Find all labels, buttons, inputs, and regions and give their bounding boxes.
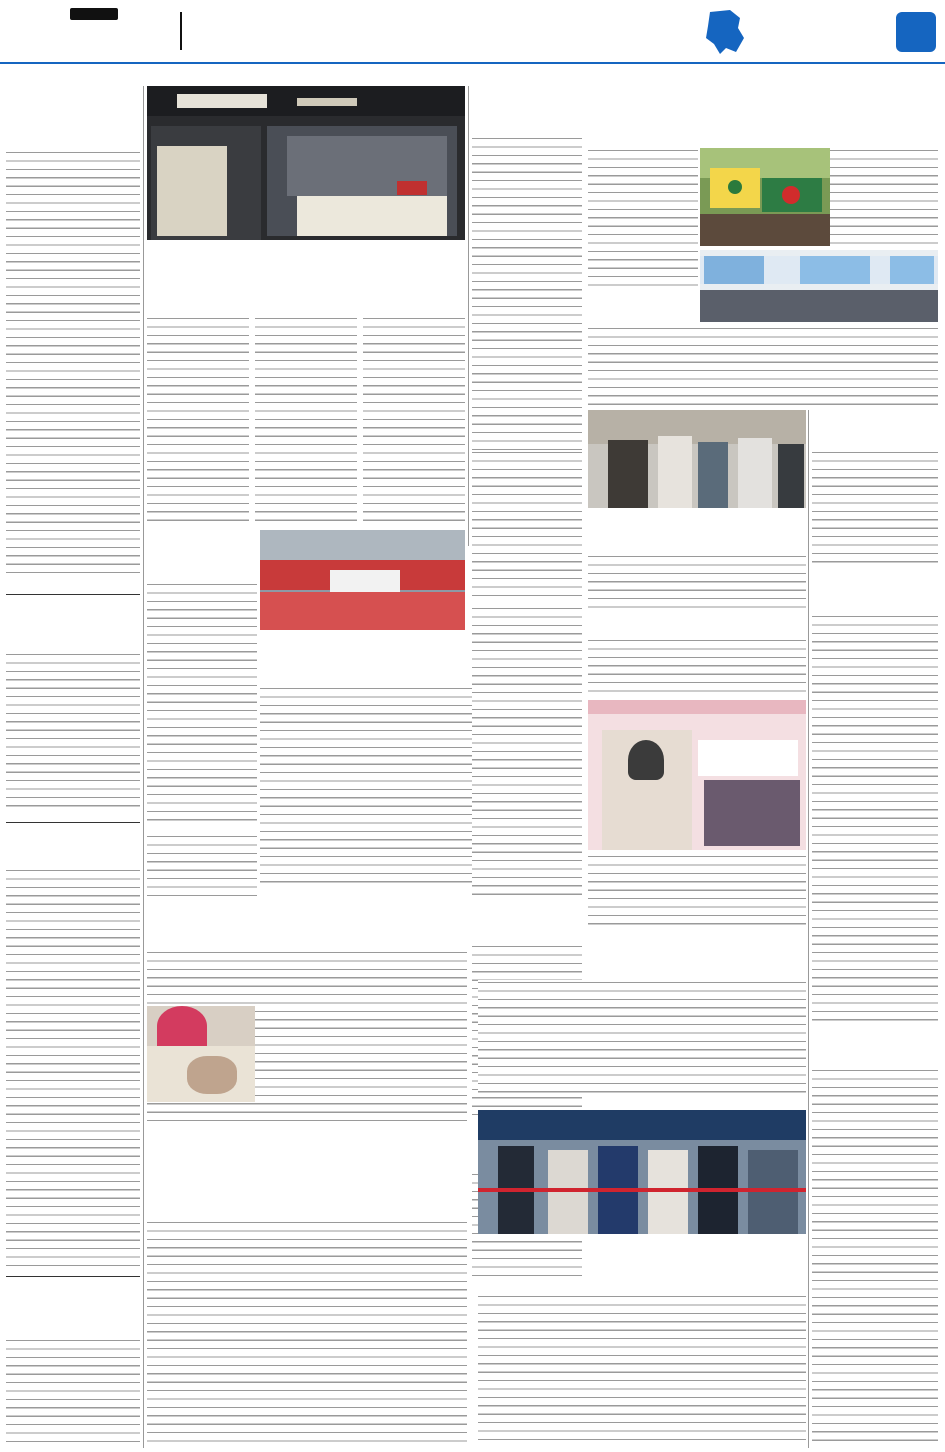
story-s6-headline — [472, 86, 582, 130]
story-s13-headline — [147, 530, 257, 578]
story-s21-body — [812, 1068, 938, 1444]
masthead-rule — [0, 62, 945, 64]
rule — [6, 594, 140, 595]
story-s23 — [588, 854, 806, 926]
story-s7-headline-block — [588, 86, 938, 144]
story-s12-headline — [588, 614, 806, 634]
story-s20-body — [478, 1294, 806, 1444]
story-s5-text-col-1 — [147, 316, 249, 528]
story-s7-text-col-1 — [588, 148, 698, 288]
story-s15-headline — [147, 900, 467, 944]
story-s10-headline — [472, 412, 582, 446]
story-s18-headline — [147, 1150, 467, 1214]
story-s5-headline — [147, 246, 465, 308]
column-divider — [468, 86, 469, 546]
story-s18 — [147, 1150, 467, 1446]
section-title — [740, 14, 890, 50]
story-s9-body — [812, 614, 938, 1022]
story-s2-headline — [6, 598, 140, 646]
page-number — [896, 18, 936, 46]
story-s4 — [6, 1280, 140, 1448]
photo-printing-press — [147, 86, 465, 240]
story-s22-body — [472, 606, 582, 896]
story-s7-headline — [588, 90, 938, 144]
story-s17 — [478, 930, 806, 1100]
photo-flag-crowd — [700, 148, 830, 246]
story-s20-headline — [478, 1238, 806, 1290]
story-s7-text-lines-2 — [588, 326, 938, 408]
story-s1-text-lines — [6, 150, 140, 580]
story-s24 — [147, 834, 257, 896]
photo-rail-station — [588, 410, 806, 508]
paper-name-logo — [8, 8, 173, 56]
story-s2-body — [6, 652, 140, 812]
story-s1 — [6, 88, 140, 588]
story-s5-headline-block — [147, 240, 465, 312]
story-s11-body — [588, 554, 806, 610]
story-s11-headline — [588, 514, 806, 550]
page-number-badge — [896, 12, 936, 52]
story-s12-body — [588, 638, 806, 692]
story-s24-body — [147, 834, 257, 896]
story-s21-headline — [812, 1028, 938, 1064]
photo-reception — [588, 700, 806, 850]
section-banner — [700, 8, 938, 56]
story-s10-body — [472, 450, 582, 600]
story-s17-headline — [478, 930, 806, 976]
story-s10 — [472, 412, 582, 602]
story-s4-body — [6, 1338, 140, 1446]
story-s12 — [588, 614, 806, 694]
story-s3-headline — [6, 826, 140, 862]
column-divider — [143, 86, 144, 1448]
masthead-divider — [180, 12, 182, 50]
story-s1-headline — [6, 88, 140, 144]
story-s9 — [812, 574, 938, 1024]
story-s22 — [472, 606, 582, 896]
photo-ribbon-cutting — [478, 1110, 806, 1234]
story-s23-body — [588, 854, 806, 926]
rule — [6, 822, 140, 823]
column-divider — [808, 410, 809, 1448]
story-s11 — [588, 554, 806, 610]
story-s5 — [147, 316, 465, 528]
story-s7-bottom — [588, 326, 938, 408]
photo-banner-crowd — [700, 250, 938, 322]
story-s18-body — [147, 1220, 467, 1442]
masthead-day — [192, 14, 272, 30]
story-s5-text-col-3 — [363, 316, 465, 528]
story-s8 — [812, 410, 938, 570]
story-s2 — [6, 598, 140, 818]
paper-name — [8, 22, 173, 54]
masthead-date — [192, 34, 452, 48]
story-s8-headline — [812, 410, 938, 446]
story-s17-body — [478, 980, 806, 1096]
photo-rally — [260, 530, 465, 630]
masthead — [0, 0, 945, 62]
story-s21 — [812, 1028, 938, 1446]
photo-hospital-child — [147, 1006, 255, 1102]
story-s11-headline-block — [588, 512, 806, 552]
rule — [6, 1276, 140, 1277]
story-s13 — [147, 530, 257, 830]
story-s4-headline — [6, 1280, 140, 1332]
story-s20 — [478, 1238, 806, 1446]
story-s13-body — [147, 582, 257, 822]
story-s8-body — [812, 450, 938, 568]
story-s3 — [6, 826, 140, 1276]
story-s9-headline — [812, 574, 938, 610]
story-s5-text-col-2 — [255, 316, 357, 528]
story-s3-body — [6, 868, 140, 1268]
